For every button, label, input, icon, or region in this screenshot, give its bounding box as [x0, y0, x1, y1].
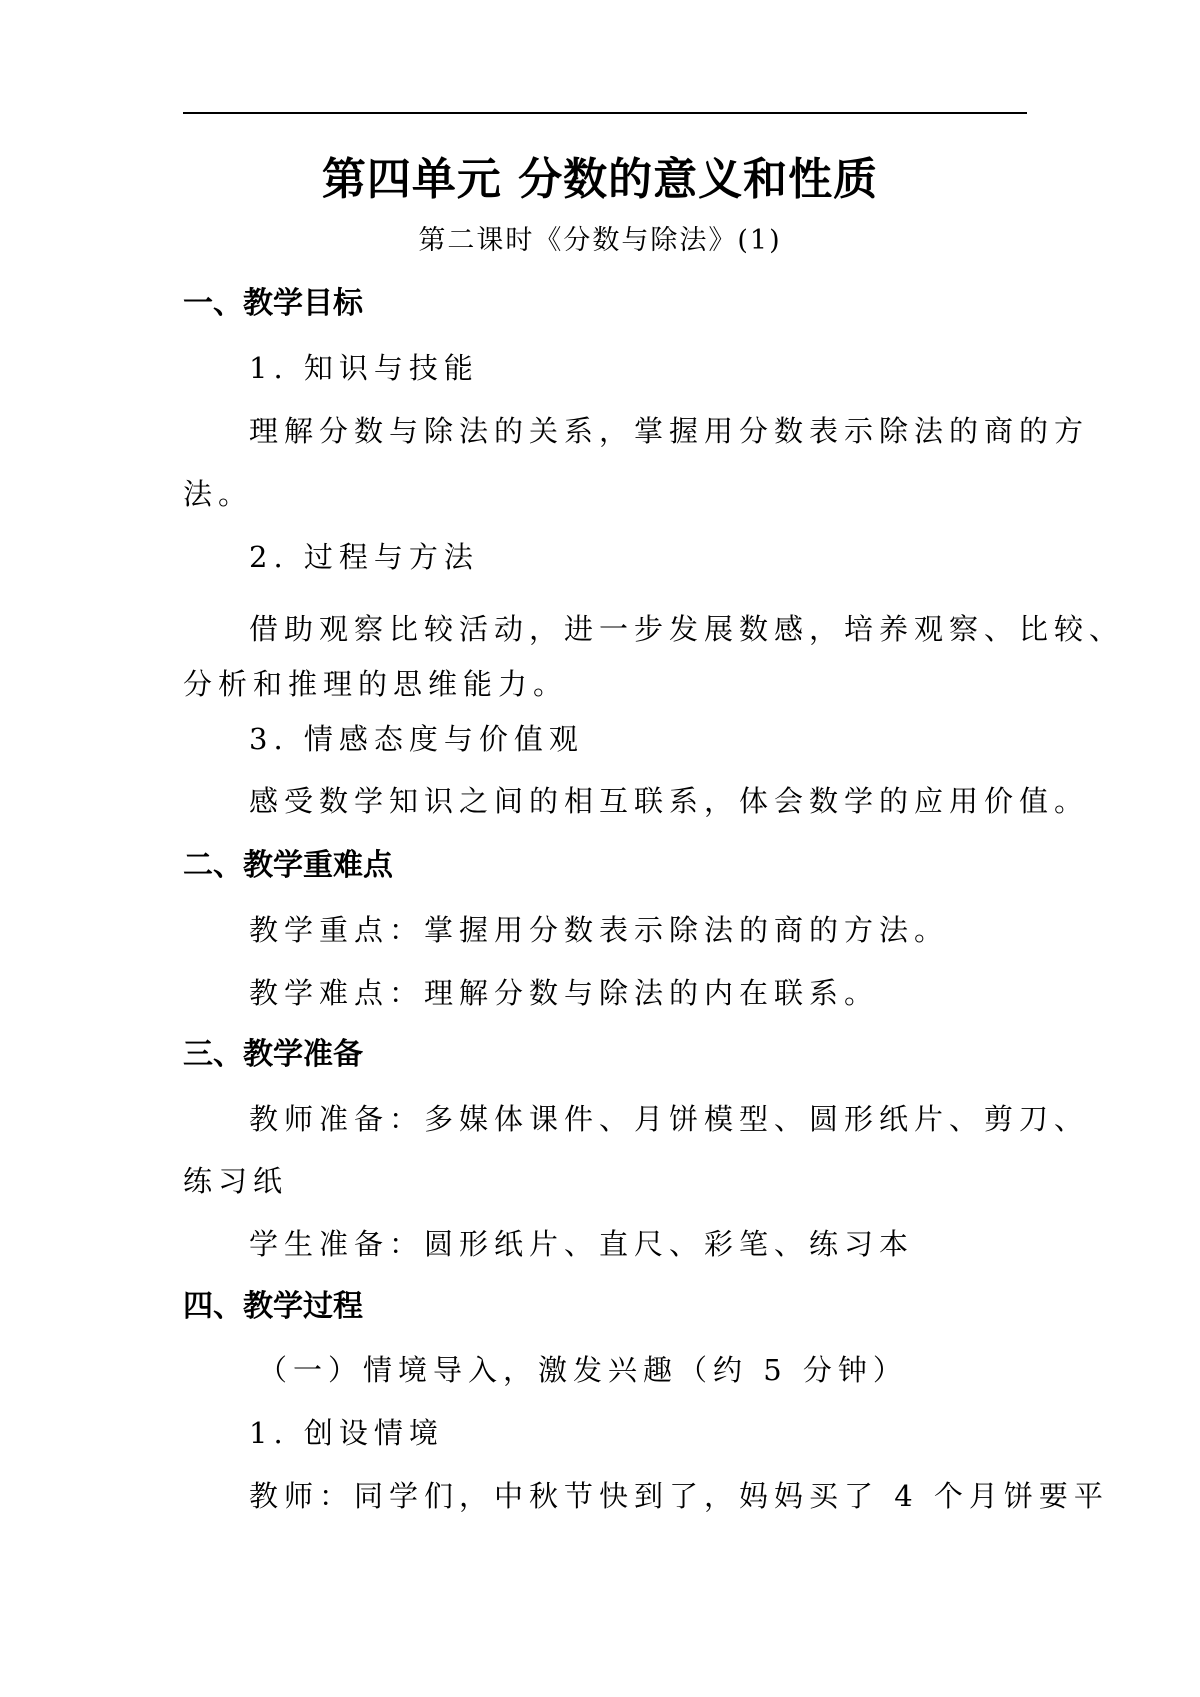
objective-2-text: 借助观察比较活动，进一步发展数感，培养观察、比较、: [249, 612, 1125, 646]
objective-1-title: 1. 知识与技能: [249, 351, 479, 385]
objective-3-title: 3. 情感态度与价值观: [249, 722, 584, 756]
section-heading-key-points: 二、教学重难点: [183, 848, 393, 883]
objective-3-text: 感受数学知识之间的相互联系，体会数学的应用价值。: [249, 784, 1090, 818]
objective-1-text: 理解分数与除法的关系，掌握用分数表示除法的商的方: [249, 414, 1090, 448]
objective-1-text-cont: 法。: [183, 477, 254, 511]
teacher-prep-text-cont: 练习纸: [183, 1164, 289, 1198]
difficulty-text: 教学难点：理解分数与除法的内在联系。: [249, 976, 880, 1010]
section-heading-process: 四、教学过程: [183, 1289, 363, 1324]
page-title: 第四单元 分数的意义和性质: [321, 154, 879, 205]
student-prep-text: 学生准备：圆形纸片、直尺、彩笔、练习本: [249, 1227, 915, 1261]
key-point-text: 教学重点：掌握用分数表示除法的商的方法。: [249, 913, 950, 947]
section-heading-objectives: 一、教学目标: [183, 286, 363, 321]
section-heading-preparation: 三、教学准备: [183, 1037, 363, 1072]
objective-2-text-cont: 分析和推理的思维能力。: [183, 667, 569, 701]
stage-1-title: （一）情境导入，激发兴趣（约 5 分钟）: [258, 1353, 908, 1387]
teacher-prep-text: 教师准备：多媒体课件、月饼模型、圆形纸片、剪刀、: [249, 1102, 1090, 1136]
objective-2-title: 2. 过程与方法: [249, 540, 479, 574]
lesson-subtitle: 第二课时《分数与除法》(1): [418, 225, 782, 256]
header-rule: [183, 112, 1027, 114]
step-1-text: 教师：同学们，中秋节快到了，妈妈买了 4 个月饼要平: [249, 1479, 1109, 1513]
step-1-title: 1. 创设情境: [249, 1416, 444, 1450]
